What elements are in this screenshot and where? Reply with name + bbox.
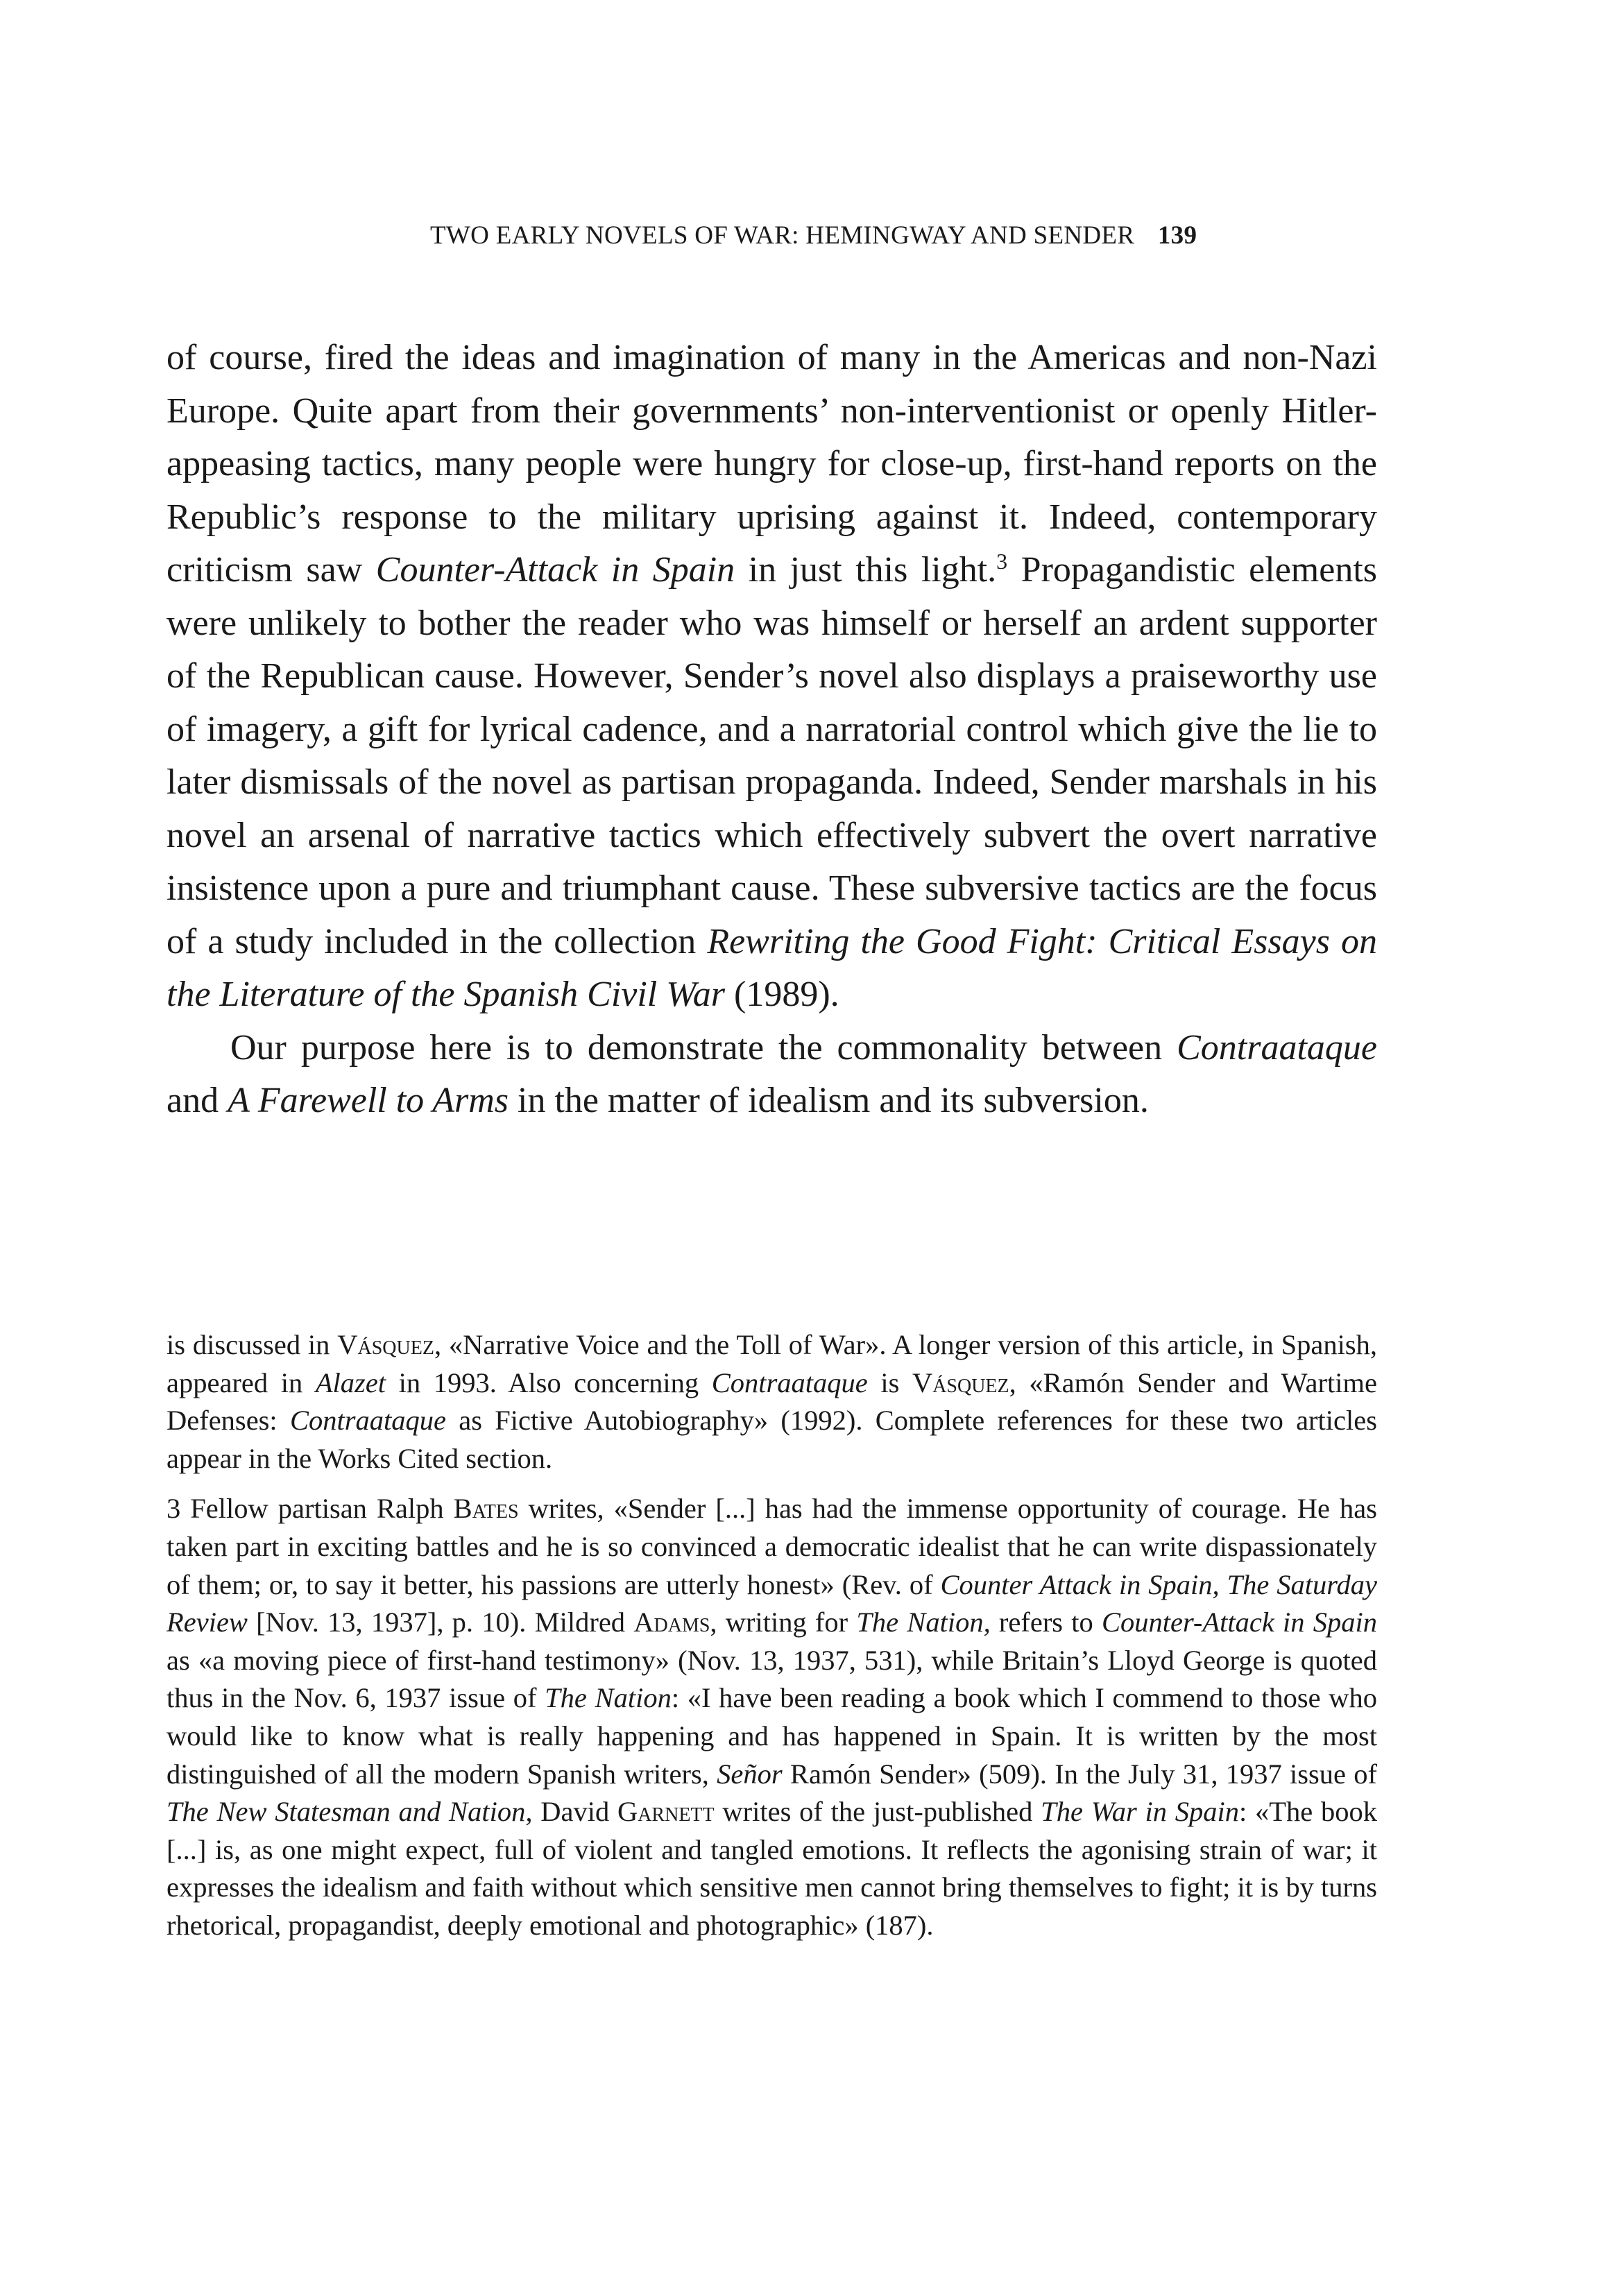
author-name: Bates [453, 1493, 519, 1525]
main-text [167, 332, 1377, 1128]
text-run: in 1993. Also concerning [386, 1367, 712, 1398]
text-run: writes, «Sender [...] has had the immense opportunity of courage. He has taken part in exciting battles and he is so convinced a democratic idealist that he can write dispassionately of them; or, to say it better, his passions are utterly honest» (Rev. of [167, 1493, 1377, 1600]
text-run: Fellow partisan Ralph [180, 1493, 454, 1525]
text-run: is [867, 1367, 912, 1398]
text-run: , «Ramón Sender and Wartime Defenses: [167, 1367, 1377, 1437]
italic-title: Rewriting the Good Fight: Critical Essays on the Literature of the Spanish Civil War [167, 921, 1377, 1014]
author-name: Adams [633, 1607, 710, 1638]
author-name: Garnett [617, 1796, 715, 1828]
text-run: in just this light. [735, 550, 997, 590]
body-paragraph-2 [167, 1022, 1377, 1128]
italic-word: Señor [717, 1758, 783, 1790]
italic-title: Counter-Attack in Spain [1101, 1607, 1377, 1638]
italic-title: Alazet [315, 1367, 386, 1398]
italic-title: The Nation [545, 1682, 672, 1714]
text-run: in the matter of idealism and its subversion. [509, 1081, 1149, 1120]
text-run: Our purpose here is to demonstrate the commonality between [230, 1027, 1177, 1068]
italic-title: The New Statesman and Nation, [167, 1796, 533, 1828]
footnote-continued [167, 1326, 1377, 1477]
text-run: , «Narrative Voice and the Toll of War». A longer version of this article, in Spanish, appeared in [167, 1329, 1377, 1398]
italic-title: A Farewell to Arms [228, 1081, 509, 1120]
text-run: as Fictive Autobiography» (1992). Complete references for these two articles appear in the Works Cited section. [167, 1405, 1378, 1474]
italic-title: Contraataque [289, 1405, 446, 1437]
text-run: refers to [990, 1607, 1102, 1638]
running-head [430, 221, 1471, 250]
text-run: as «a moving piece of first-hand testimony» (Nov. 13, 1937, 531), while Britain’s Lloyd George is quoted thus in the Nov. 6, 1937 issue of [167, 1644, 1377, 1714]
body-paragraph-1 [167, 332, 1377, 1022]
text-run: : «The book [...] is, as one might expect, full of violent and tangled emotions. It reflects the agonising strain of war; it expresses the idealism and faith without which sensitive men cannot bring themselves to fight; it is by turns rhetorical, propagandist, deeply emotional and photographic» (187). [167, 1796, 1378, 1941]
text-run: (1989). [725, 975, 839, 1014]
text-run: is discussed in [167, 1329, 338, 1360]
running-head-title: TWO EARLY NOVELS OF WAR: HEMINGWAY AND SENDER [430, 221, 1135, 250]
text-run: [Nov. 13, 1937], p. 10). Mildred [247, 1607, 634, 1638]
text-run: of course, fired the ideas and imagination of many in the Americas and non-Nazi Europe. Quite apart from their governments’ non-interventionist or openly Hitler-appeasing tactics, many people were hungry for close-up, first-hand reports on the Republic’s response to the military uprising against it. Indeed, contemporary criticism saw [167, 338, 1377, 590]
text-run: : «I have been reading a book which I commend to those who would like to know what is really happening and has happened in Spain. It is written by the most distinguished of all the modern Spanish writers, [167, 1682, 1377, 1790]
text-run: Propagandistic elements were unlikely to bother the reader who was himself or herself an ardent supporter of the Republican cause. However, Sender’s novel also displays a praiseworthy use of imagery, a gift for lyrical cadence, and a narratorial control which give the lie to later dismissals of the novel as partisan propaganda. Indeed, Sender marshals in his novel an arsenal of narrative tactics which effectively subvert the overt narrative insistence upon a pure and triumphant cause. These subversive tactics are the focus of a study included in the collection [167, 550, 1378, 961]
footnote-reference: 3 [996, 549, 1008, 574]
italic-title: Counter-Attack in Spain [375, 550, 735, 590]
page-number: 139 [1157, 221, 1197, 250]
text-run: and [167, 1081, 228, 1120]
text-run: , writing for [710, 1607, 857, 1638]
text-run: David [532, 1796, 617, 1828]
author-name: Vásquez [912, 1367, 1009, 1398]
italic-title: The War in Spain [1041, 1796, 1240, 1828]
text-run: writes of the just-published [714, 1796, 1041, 1828]
text-run: Ramón Sender» (509). In the July 31, 1937 issue of [782, 1758, 1377, 1790]
author-name: Vásquez [337, 1329, 434, 1360]
italic-title: Contraataque [1177, 1027, 1377, 1068]
footnote-3 [167, 1490, 1377, 1944]
italic-title: The Nation, [856, 1607, 991, 1638]
footnotes [167, 1326, 1377, 1945]
italic-title: Contraataque [711, 1367, 868, 1398]
footnote-number: 3 [167, 1493, 181, 1525]
italic-title: Counter Attack in Spain, The Saturday Review [167, 1568, 1377, 1638]
